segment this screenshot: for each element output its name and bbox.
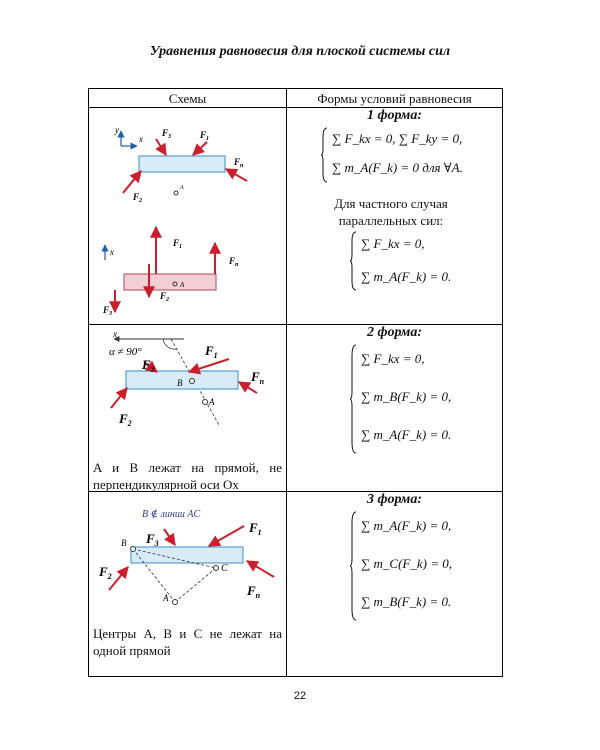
beam [139,156,225,172]
form2-equation-3: ∑ m_A(F_k) = 0. [361,427,452,442]
point-a-label: A [180,281,185,289]
label-f1: $F_1$ [200,130,210,142]
form2-equation-2: ∑ m_B(F_k) = 0, [361,389,452,404]
point-b-label: B [121,538,127,548]
form3-equation-2: ∑ m_C(F_k) = 0, [361,556,452,571]
angle-arc [163,339,177,349]
force-fn [226,169,247,181]
force-f3 [164,529,175,545]
label-f1: $F_1$ [205,343,218,360]
figure-parallel-forces [102,227,239,317]
parallel-equation-1: ∑ F_kx = 0, [361,236,425,251]
figure-general-system [114,125,247,204]
y-axis-label: y [115,125,119,135]
force-f2 [123,171,141,193]
label-f3: $F_3$ [162,128,172,140]
form2-equation-1: ∑ F_kx = 0, [361,351,425,366]
label-fn: $F_n$ [234,157,244,169]
point-b-marker [131,547,136,552]
force-f1 [193,142,207,155]
label-fn: $F_n$ [229,256,239,268]
point-c-marker [214,566,219,571]
point-a-marker [173,600,178,605]
form3-title: 3 форма: [366,492,423,507]
column-divider [286,89,287,676]
header-forms: Формы условий равновесия [317,91,472,106]
x-axis-label: x [139,134,143,144]
force-f2 [109,567,128,590]
form1-title: 1 форма: [366,108,423,123]
row1-figures [89,89,286,324]
form2-title: 2 форма: [366,325,423,340]
label-fn: $F_n$ [251,369,265,386]
form1-equation-2: ∑ m_A(F_k) = 0 для ∀A. [332,160,463,175]
x-axis-label: x [113,329,117,339]
label-f3: $F_3$ [146,531,159,548]
force-f1 [209,526,244,546]
label-f3: $F_3$ [142,357,155,374]
point-a-label: A [180,185,184,191]
beam [131,547,243,563]
condition-label: B ∉ линии AC [142,509,201,520]
force-f2 [111,388,127,408]
label-f2: $F_2$ [119,411,132,428]
angle-label: α ≠ 90° [109,346,142,358]
label-f2: $F_2$ [160,291,170,303]
point-a-label: A [163,593,169,603]
row2-caption: A и B лежат на прямой, не перпендикулярной оси Ox [93,460,282,492]
form3-equation-1: ∑ m_A(F_k) = 0, [361,518,452,533]
label-f2: $F_2$ [133,192,143,204]
force-f1 [189,359,229,372]
page-number: 22 [293,690,307,702]
equilibrium-table [88,88,503,677]
label-fn: $F_n$ [247,583,261,600]
page-title: Уравнения равновесия для плоской системы сил [149,44,451,59]
force-fn [247,561,274,577]
point-b-label: B [177,378,183,388]
point-c-label: C [221,563,228,574]
point-a-marker [174,191,178,195]
label-f3: $F_3$ [103,305,113,317]
label-f1: $F_1$ [173,238,183,250]
line-ac [175,568,216,602]
form3-equation-3: ∑ m_B(F_k) = 0. [361,594,452,609]
force-f3 [156,139,166,155]
parallel-equation-2: ∑ m_A(F_k) = 0. [361,269,452,284]
label-f1: $F_1$ [249,520,262,537]
beam [124,274,216,290]
label-f2: $F_2$ [99,564,112,581]
form1-equation-1: ∑ F_kx = 0, ∑ F_ky = 0, [332,131,463,146]
parallel-forces-note: Для частного случая параллельных сил: [334,196,448,228]
header-schemes: Схемы [168,91,207,106]
point-a-marker [203,400,208,405]
point-b-marker [190,379,195,384]
row3-caption: Центры A, B и C не лежат на одной прямой [93,626,282,658]
axis-label: x [110,247,114,257]
point-a-label: A [209,397,215,407]
